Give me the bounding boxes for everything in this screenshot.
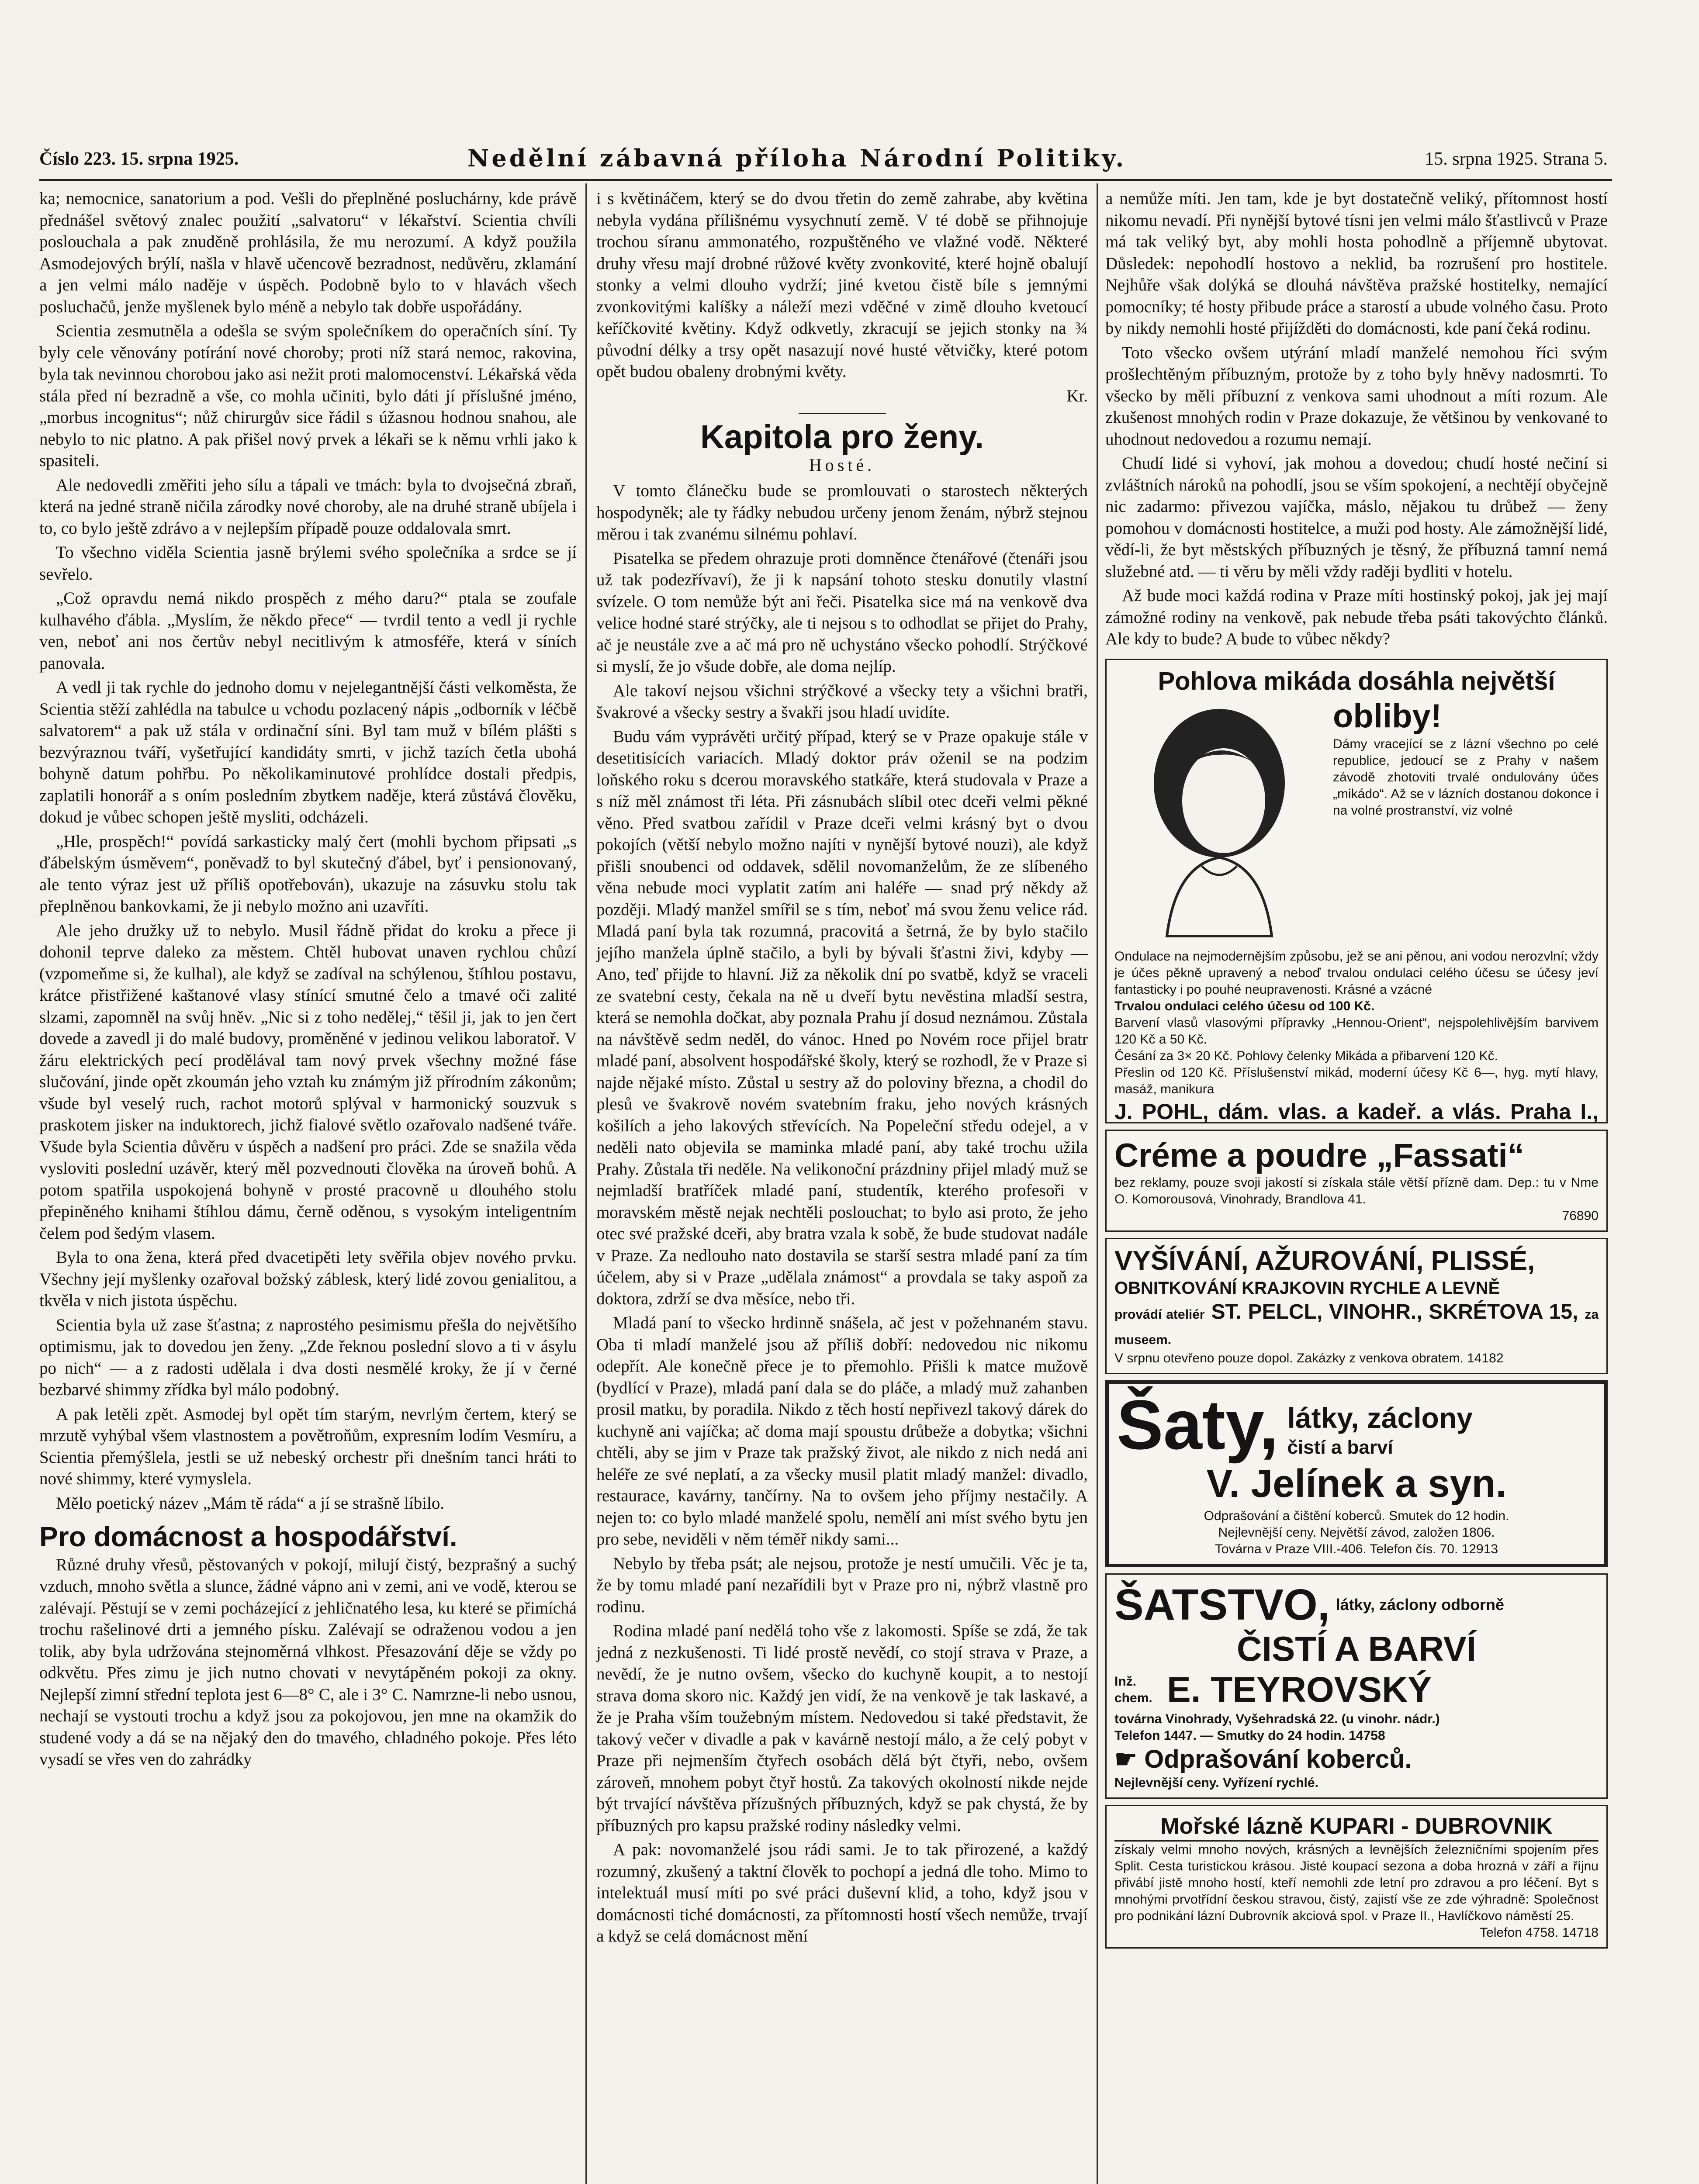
ad-contact: J. POHL, dám. vlas. a kadeř. a vlás. Praha I., — [1114, 1099, 1599, 1123]
paragraph: Ale nedovedli změřiti jeho sílu a tápali ve tmách: byla to dvojsečná zbraň, která na jedné straně ničila zárodky nové choroby, ale na druhé straně ubíjela i to, co bylo ještě zdrávo a v nejlepším případě pouze oddalovala smrt. — [39, 475, 577, 538]
paragraph: Až bude moci každá rodina v Praze míti hostinský pokoj, jak jej mají zámožné rodiny na venkově, pak nebude třeba psáti takovýchto článků. Ale kdy to bude? A bude to vůbec někdy? — [1105, 586, 1608, 648]
extra-text: Odprašování koberců. — [1144, 1745, 1412, 1773]
paragraph: A vedl ji tak rychle do jednoho domu v nejelegantnější části velkoměsta, že Scientia stěží zahlédla na tabulce u vchodu pozlacený nápis „odborník v léčbě salvatorem“ a pak už stála v ordinační síni. Byl tam muž v bílém plášti s bezvýraznou tváří, vyšetřující kandidáty smrti, v jichž tazích četla ubohá bohyně datum pohřbu. Po několikaminutové prohlídce dostali předpis, zaplatili honorář a s oním posledním zbytkem naděje, která zůstává člověku, dokud je vůbec schopen ještě mysliti, odcházeli. — [39, 678, 577, 826]
ad-big-word: ŠATSTVO, — [1114, 1580, 1330, 1629]
issue-info: Číslo 223. 15. srpna 1925. — [39, 149, 239, 169]
paragraph: Ale jeho družky už to nebylo. Musil řádně přidat do kroku a přece ji dohonil teprve daleko za městem. Chtěl hubovat unaven rychlou chůzí (vzpomeňme si, že kulhal), ale když se zadíval na schýlenou, štíhlou postavu, krátce přistřižené kaštanové vlasy stínící smutné čelo a tmavé oči zalité slzami, zapomněl na svůj hněv. „Nic si z toho nedělej,“ těšil ji, jak to jen čert dovede a zavedl ji do malé budovy, proměněné v jedinou velikou laboratoř. V žáru elektrických pecí prodělával tam nový prvek všechny možné fáse slučování, jinde opět zkoumán jeho vztah ku známým již přírodním zákonům; všude byl veselý ruch, rachot motorů splýval v harmonický souzvuk s praskotem jisker na induktorech, jichž fialové světlo ozařovalo nadšené tváře. Všude byla Scientia důvěru v úspěch a nadšení pro práci. Zde se snažila věda vysloviti poslední uzávěr, který měl pozvednouti člověka na úroveň bohů. A potom spatřila uspokojená bohyně v prosté pracovně u dlouhého stolu přepiněného knihami štíhlou dámu, černě oděnou, s vysokým inteligentním čelem pod šedým vlasem. — [39, 921, 577, 1243]
paragraph: i s květináčem, který se do dvou třetin do země zahrabe, aby květina nebyla vydána přílišnému vysychnutí země. V té době se přihnojuje trochou síranu ammonatého, rozpuštěného ve vlažné vodě. Některé druhy vřesu mají drobné růžové květy zvonkovité, které hojně obalují stonky a velmi dlouho vydrží; jiné kvetou čistě bíle s jemnými zvonkovitými kalíšky a náleží mezi vděčné v zimě dlouho kvetoucí keříčkovité květiny. Když odkvetly, zkracují se jejich stonky na ¾ původní délky a trsy opět nasazují nové husté větvičky, které potom opět budou obaleny drobnými květy. — [596, 189, 1088, 381]
ad-phone — [1114, 1728, 1599, 1744]
column-3 — [1105, 188, 1608, 1955]
page-number-info: 15. srpna 1925. Strana 5. — [1425, 149, 1608, 169]
ad-side: látky, záclony odborně — [1336, 1595, 1505, 1614]
ad-teyrovsky — [1105, 1573, 1608, 1799]
ad-text: bez reklamy, pouze svoji jakostí si získala stále větší přízně dam. Dep.: tu v Nme O. Komorousová, Vinohrady, Brandlova 41. — [1114, 1175, 1599, 1206]
paragraph: Scientia zesmutněla a odešla se svým společníkem do operačních síní. Ty byly cele věnovány potírání nové choroby; proti níž stará nemoc, rakovina, byla tak nevinnou chorobou jako asi nežit proti malomocenství. Lékařská věda stála před ní bezradně a vše, co mohla učiniti, bylo dáti jí příslušné jméno, „morbus incognitus“; nůž chirurgův sice řádil s úžasnou hodnou snahou, ale nebylo to nic platno. A pak přišel nový prvek a lékaři se k němu vrhli jako k spasiteli. — [39, 321, 577, 470]
page-header — [39, 140, 1608, 179]
paragraph: Rodina mladé paní nedělá toho vše z lakomosti. Spíše se zdá, že tak jedná z nezkušenosti. Ti lidé prostě nevědí, co stojí strava v Praze, a nevědí, že je nutno ovšem, všecko do kuchyně koupit, a to nestojí strava doma skoro nic. Každý jen vidí, že na venkově je tak laskavé, a že je Praha vším toužebným místem. Nedovedou si také představit, že takový večer v divadle a pak v kavárně nestojí málo, a že celý pobyt v Praze při nejmenším čtyřech osobách dělá být čtyři, nebo, ovšem zároveň, mnohem pobyt čtyř hostů. Za takových okolností nikde nejde být trvající návštěva přízušných příbuzných, když se pak chystá, že by příbuzných pro kapsu pražské rodiny následky velmi. — [596, 1621, 1088, 1835]
paragraph: Nebylo by třeba psát; ale nejsou, protože je nestí umučili. Věc je ta, že by tomu mladé paní nezařídili byt v Praze pro ni, nýbrž vlastně pro rodinu. — [596, 1554, 1088, 1616]
section-title: Pro domácnost a hospodářství. — [39, 1521, 457, 1552]
ad-phone — [1114, 1925, 1599, 1941]
woman-portrait-illustration — [1114, 700, 1324, 945]
paragraph: Toto všecko ovšem utýrání mladí manželé nemohou říci svým prošlechtěným příbuzným, protože by z toho byly hněvy nadosmrti. To všecko by měli příbuzní z venkova sami uhodnout a míti rozum. Ale zkušenost mnohých rodin v Praze dokazuje, že většinou by venkované to uhodnout nedovedou a rozumu nemají. — [1105, 343, 1608, 449]
paragraph: Scientia byla už zase šťastna; z naprostého pesimismu přešla do největšího optimismu, jak to dovedou jen ženy. „Zde řeknou poslední slovo a ti v ásylu po nich“ — a z radosti udělala i dva dosti nesmělé kroky, že jí v černé bezbarvé shimmy zřídka byl málo podobný. — [39, 1315, 577, 1399]
ad-note: za museem. — [1114, 1307, 1599, 1347]
ad-firm: V. Jelínek a syn. — [1206, 1462, 1507, 1506]
ad-kupari — [1105, 1805, 1608, 1949]
ad-price-line: Česání za 3× 20 Kč. Pohlovy čelenky Mikáda a přibarvení 120 Kč. — [1114, 1048, 1498, 1063]
ad-text: Odprašování a čištění koberců. Smutek do 12 hodin. — [1204, 1508, 1509, 1523]
ad-slogan: obliby! — [1333, 697, 1442, 735]
ad-title: VYŠÍVÁNÍ, AŽUROVÁNÍ, PLISSÉ, — [1114, 1245, 1535, 1276]
paragraph: „Hle, prospěch!“ povídá sarkasticky malý čert (mohli bychom připsati „s ďábelským úsměvem“, poněvadž to byl skutečný ďábel, byť i pensionovaný, ale tento výraz jest už příliš opotřebován), ukazuje na zásuvku stolu tak přeplněnou bankovkami, že ji nebylo možno ani uzavříti. — [39, 832, 577, 916]
paragraph: V tomto článečku bude se promlouvati o starostech některých hospodyněk; ale ty řádky nebudou určeny jenom ženám, nýbrž stejnou měrou i tak zvanému silnému pohlaví. — [596, 481, 1088, 543]
header-rule — [39, 179, 1612, 181]
ad-price-line: Přeslin od 120 Kč. Příslušenství mikád, moderní účesy Kč 6—, hyg. mytí hlavy, masáž, manikura — [1114, 1065, 1599, 1096]
ad-firm: ST. PELCL, VINOHR., SKRÉTOVA 15, — [1211, 1300, 1578, 1324]
ad-price-line: Trvalou ondulaci celého účesu od 100 Kč. — [1114, 999, 1375, 1013]
paragraph: ka; nemocnice, sanatorium a pod. Vešli do přeplněné posluchárny, kde právě přednášel světový znalec použití „salvatoru“ v lékařství. Scientia chvíli poslouchala a pak znuděně prohlásila, že mu nerozumí. A když použila Asmodejových brýlí, našla v hlavě učencově bezradnost, nedůvěru, zklamání a jen velmi málo naděje v úspěch. Podobně bylo to v hlavách všech posluchačů, jenže myšlenek bylo méně a nebylo tak dobře uspořádány. — [39, 189, 577, 316]
paragraph: A pak letěli zpět. Asmodej byl opět tím starým, nevrlým čertem, který se mrzutě vyhýbal všem vlastnostem a povětroňům, expresním lodím Vesmíru, a Scientia přemýšlela, jestli se už nebeský orchestr při dnešním tanci hráti to nové shimmy, které vymyslela. — [39, 1404, 577, 1488]
section-subtitle: Hosté. — [809, 455, 875, 475]
ad-address: továrna Vinohrady, Vyšehradská 22. (u vinohr. nádr.) — [1114, 1711, 1440, 1726]
divider-line — [799, 413, 886, 414]
pointing-hand-icon: ☛ — [1114, 1745, 1137, 1773]
phone-text: Telefon 4758. — [1480, 1925, 1559, 1940]
ad-title: Créme a poudre „Fassati“ — [1114, 1137, 1524, 1174]
ad-pohl — [1105, 659, 1608, 1123]
ad-body: Ondulace na nejmodernějším způsobu, jež se ani pěnou, ani vodou nerozvlní; vždy je účes pěkně upravený a neboď trvalou ondulaci celého účesu se účesy jeví fantasticky i po pouhé neupravenosti. Krásné a vzácné — [1114, 949, 1599, 997]
section-title: Kapitola pro ženy. — [700, 418, 984, 456]
ad-pelcl — [1105, 1238, 1608, 1374]
paragraph: A pak: novomanželé jsou rádi sami. Je to tak přirozené, a každý rozumný, zkušený a taktní člověk to pochopí a jedná dle toho. Mimo to intelektuál musí míti po své práci duševní klid, a toho, když jsou v domácnosti tiché domácnosti, za přítomnosti hostí všech nemůže, trvají a když se celá domácnost mění — [596, 1840, 1088, 1946]
ad-price-line: Barvení vlasů vlasovými přípravky „Hennou-Orient“, nejspolehlivějším barvivem 120 Kč a 50 Kč. — [1114, 1015, 1599, 1047]
ad-ref: 14758 — [1349, 1728, 1385, 1743]
ad-prefix: Inž. chem. — [1114, 1674, 1152, 1705]
ad-ref: 14718 — [1562, 1925, 1599, 1940]
ad-ref: 76890 — [1562, 1208, 1599, 1223]
ad-line: ČISTÍ A BARVÍ — [1236, 1629, 1477, 1668]
column-1 — [39, 188, 577, 1773]
ad-title: Pohlova mikáda dosáhla největší — [1158, 667, 1555, 695]
ad-extra2: Nejlevnější ceny. Vyřízení rychlé. — [1114, 1775, 1318, 1790]
column-divider — [585, 183, 587, 2184]
paragraph: Budu vám vyprávěti určitý případ, který se v Praze opakuje stále v desetitisících variacích. Mladý doktor práv oženil se na podzim loňského roku s dcerou moravského statkáře, která studovala v Praze a s níž měl známost tři léta. Při zásnubách slíbil otec dceři velmi pěkné věno. Před svatbou zařídil v Praze dceři velmi krásný byt o dvou pokojích (větší nebylo možno najíti v nynější bytové nouzi), ale když přišli snoubenci od oddavek, sdělil novomanželům, že ze slíbeného věna nebude moci vyplatit zatím ani haléře — snad prý někdy až později. Mladý manžel smířil se s tím, neboť má svou ženu velice rád. Mladá paní byla tak rozumná, pracovitá a šetrná, že by bylo stačilo jejího manžela úplně stačilo, a byli by bývali šťastni živi, kdyby — Ano, teď přijde to hlavní. Již za několik dní po svatbě, když se vraceli ze svatební cesty, čekala na ně u dveří bytu nevěstina mladší sestra, která se nemohla dočkat, aby poznala Prahu jí dosud neznámou. Zůstala na návštěvě sedm neděl, do vánoc. Hned po Novém roce přijel bratr mladé paní, absolvent hospodářské školy, který se rozhodl, že v Praze si najde nějaké místo. Zůstal u sestry až do poloviny března, a chodil do plesů ve švakrově novém svatebním fraku, jeho nových krásných košilích a jeho lakových střevících. Na Popeleční středu odejel, a v neděli nato objevila se maminka mladé paní, aby také trochu užila Prahy. Zůstala tři neděle. Na velikonoční prázdniny přijel mladý muž se nejmladší bratříček mladé paní, studentík, kterého profesoři v moravském městě nejak nechtěli poslouchat; to bylo asi proto, že jeho otec své pražské dceři, aby bratra vzala k sobě, že bude studovat nadále v Praze. Za nedlouho nato dostavila se starší sestra mladé paní za tím účelem, aby si v Praze „udělala známost“ a provdala se taky aspoň za doktora, zdrží se dva měsíce, nebo tři. — [596, 727, 1088, 1308]
ad-ref: 12913 — [1461, 1541, 1498, 1556]
paragraph: Ale takoví nejsou všichni strýčkové a všecky tety a všichni bratři, švakrové a všecky sestry a švakři jsou hladí uvidíte. — [596, 681, 1088, 722]
ad-provides: provádí ateliér — [1114, 1307, 1205, 1322]
ad-fassati — [1105, 1130, 1608, 1232]
ad-extra — [1114, 1744, 1599, 1775]
ad-text: Nejlevnější ceny. Největší závod, založen 1806. — [1218, 1525, 1495, 1540]
paragraph: Mělo poetický název „Mám tě ráda“ a jí se strašně líbilo. — [56, 1493, 445, 1513]
ad-line: látky, záclony — [1287, 1401, 1473, 1434]
paragraph: Pisatelka se předem ohrazuje proti domněnce čtenářové (čtenáři jsou už tak podezřívaví), že ji k napsání tohoto stesku donutily vlastní svízele. O tom nemůže být ani řeči. Pisatelka sice má na venkově dva velice hodné staré strýčky, ale ti nejsou s to odhodlat se přijet do Prahy, ač je neustále zve a ač má pro ně uchystáno všecko pohodlí. Strýčkové si myslí, že jo všude dobře, ale doma nejlíp. — [596, 549, 1088, 676]
ad-jelinek — [1105, 1380, 1608, 1567]
paragraph: „Což opravdu nemá nikdo prospěch z mého daru?“ ptala se zoufale kulhavého ďábla. „Myslím, že někdo přece“ — tvrdil tento a vedl ji rychle ven, neboť ani nos čertův nebyl necitlivým k atmosféře, která v síních panovala. — [39, 589, 577, 673]
ad-text — [1117, 1541, 1596, 1558]
paragraph: To všechno viděla Scientia jasně brýlemi svého společníka a srdce se jí sevřelo. — [39, 543, 577, 584]
ad-big-word: Šaty, — [1117, 1385, 1279, 1464]
ad-line: čistí a barví — [1287, 1436, 1393, 1458]
ad-text: získaly velmi mnoho nových, krásných a levnějších železničními spojením přes Split. Cesta turistickou krásou. Jisté koupací sezona a doba hrozná v září a říjnu přivábí jistě mnoho hostí, kteří nemohli zde letní pro zdravou a pro léčení. Byt s mnohými prvotřídní českou stravou, čistý, zajistí vše ze zde výhradně: Společnost pro podnikání lázní Dubrovník akciová spol. v Praze II., Havlíčkovo náměstí 25. — [1114, 1842, 1599, 1923]
paragraph: Chudí lidé si vyhoví, jak mohou a dovedou; chudí hosté nečiní si zvláštních nároků na pohodlí, jsou se vším spokojení, a nechtějí obyčejně nic zadarmo: přivezou vajíčka, máslo, nějakou tu drůbež — ženy pomohou v domácnosti hostitelce, a muži pod hosty. Ale zámožnější lidé, vědí-li, že byt městských příbuzných je těsný, že příbuzná tamní nemá služebné atd. — ti věru by měli vždy raději bydliti v hotelu. — [1105, 454, 1608, 581]
column-divider — [1097, 183, 1098, 2184]
ad-subtitle: OBNITKOVÁNÍ KRAJKOVIN RYCHLE A LEVNĚ — [1114, 1278, 1500, 1298]
signature: Kr. — [1066, 386, 1088, 405]
paragraph: Různé druhy vřesů, pěstovaných v pokojí, milují čistý, bezprašný a suchý vzduch, mnoho světla a slunce, žádné vápno ani v zemi, ani ve vodě, kterou se zalévají. Pěstují se v zemi pocházející z jehličnatého lesa, ku které se přimíchá trochu rašelinové drti a jemného písku. Zalévají se odraženou vodou a jen tolik, aby byla udržována stejnoměrná vlhkost. Přesazování děje se vždy po odkvětu. Přes zimu je jich nutno chovati v nevytápěném pokoji za okny. Nejlepší zimní střední teplota jest 6—8° C, ale i 3° C. Namrzne-li nebo usnou, nechají se vystouti trochu a když jsou za pokojovou, jen mne na okamžik do studené vody a dá se na nějaký den do tmavého, chladného pokoje. Přes léto vysadí se vřes ven do zahrádky — [39, 1555, 577, 1769]
hours-text: V srpnu otevřeno pouze dopol. Zakázky z venkova obratem. — [1114, 1351, 1464, 1365]
paragraph: Byla to ona žena, která před dvacetipěti lety svěřila objev nového prvku. Všechny její myšlenky ozařoval božský záblesk, který lidé zovou genialitou, a tkvěla v nich jistota úspěchu. — [39, 1248, 577, 1310]
ad-side-text: Dámy vracející se z lázní všechno po celé republice, jedoucí se z Prahy v našem závodě zhotoviti trvalé ondulovány účes „mikádo“. Až se v lázních dostanou dokonce i na volné prostranství, viz volné — [1333, 736, 1599, 818]
ad-firm: E. TEYROVSKÝ — [1167, 1669, 1432, 1710]
paragraph: Mladá paní to všecko hrdinně snášela, ač jest v požehnaném stavu. Oba ti mladí manželé jsou až příliš dobří: nedovedou nic nikomu odepřít. Ale konečně přece je to přemohlo. Přišli k matce mužově (bydlící v Praze), mladá paní dala se do pláče, a mladý muž zahanben prosil matku, by poradila. Nikdo z těch hostí nepřivezl takový dárek do kuchyně ani vajíčka; ač doma mají spoustu drůbeže a dobytka; všichni chtěli, aby se jim v Praze tak pražský život, ale nikdo z nich nedá ani heléře ze své neplatí, a za všecky musil platit mladý manžel: divadlo, restaurace, kavárny, tančírny. Na to ovšem jeho příjmy nestačily. A nejen to: co bylo mladé manželé spolu, nemělí ani míst svého bytu jen pro sebe, neviděli v něm téměř nikdy sami... — [596, 1313, 1088, 1548]
phone-text: Telefon 1447. — Smutky do 24 hodin. — [1114, 1728, 1345, 1743]
ad-hours — [1114, 1350, 1599, 1367]
publication-title: Nedělní zábavná příloha Národní Politiky. — [467, 144, 1127, 172]
paragraph: a nemůže míti. Jen tam, kde je byt dostatečně veliký, přítomnost hostí nikomu nevadí. Při nynější bytové tísni jen velmi málo šťastlivců v Praze má tak veliký byt, aby mohli hosta pohodlně a příjemně ubytovat. Důsledek: nepohodlí hostovo a neklid, ba rozrušení pro hostitele. Nejhůře však dolýká se dlouhá návštěva pražské hostitelky, nemající pomocníky; té hosty přibude práce a starostí a ubude volného času. Proto by nikdy nemohli hosté přijížděti do domácnosti, kde paní čeká rodinu. — [1105, 189, 1608, 338]
column-2 — [596, 188, 1088, 1950]
address-text: Továrna v Praze VIII.-406. Telefon čís. 70. — [1215, 1541, 1458, 1556]
ad-ref: 14182 — [1467, 1351, 1504, 1365]
ad-title: Mořské lázně KUPARI - DUBROVNIK — [1114, 1812, 1599, 1842]
